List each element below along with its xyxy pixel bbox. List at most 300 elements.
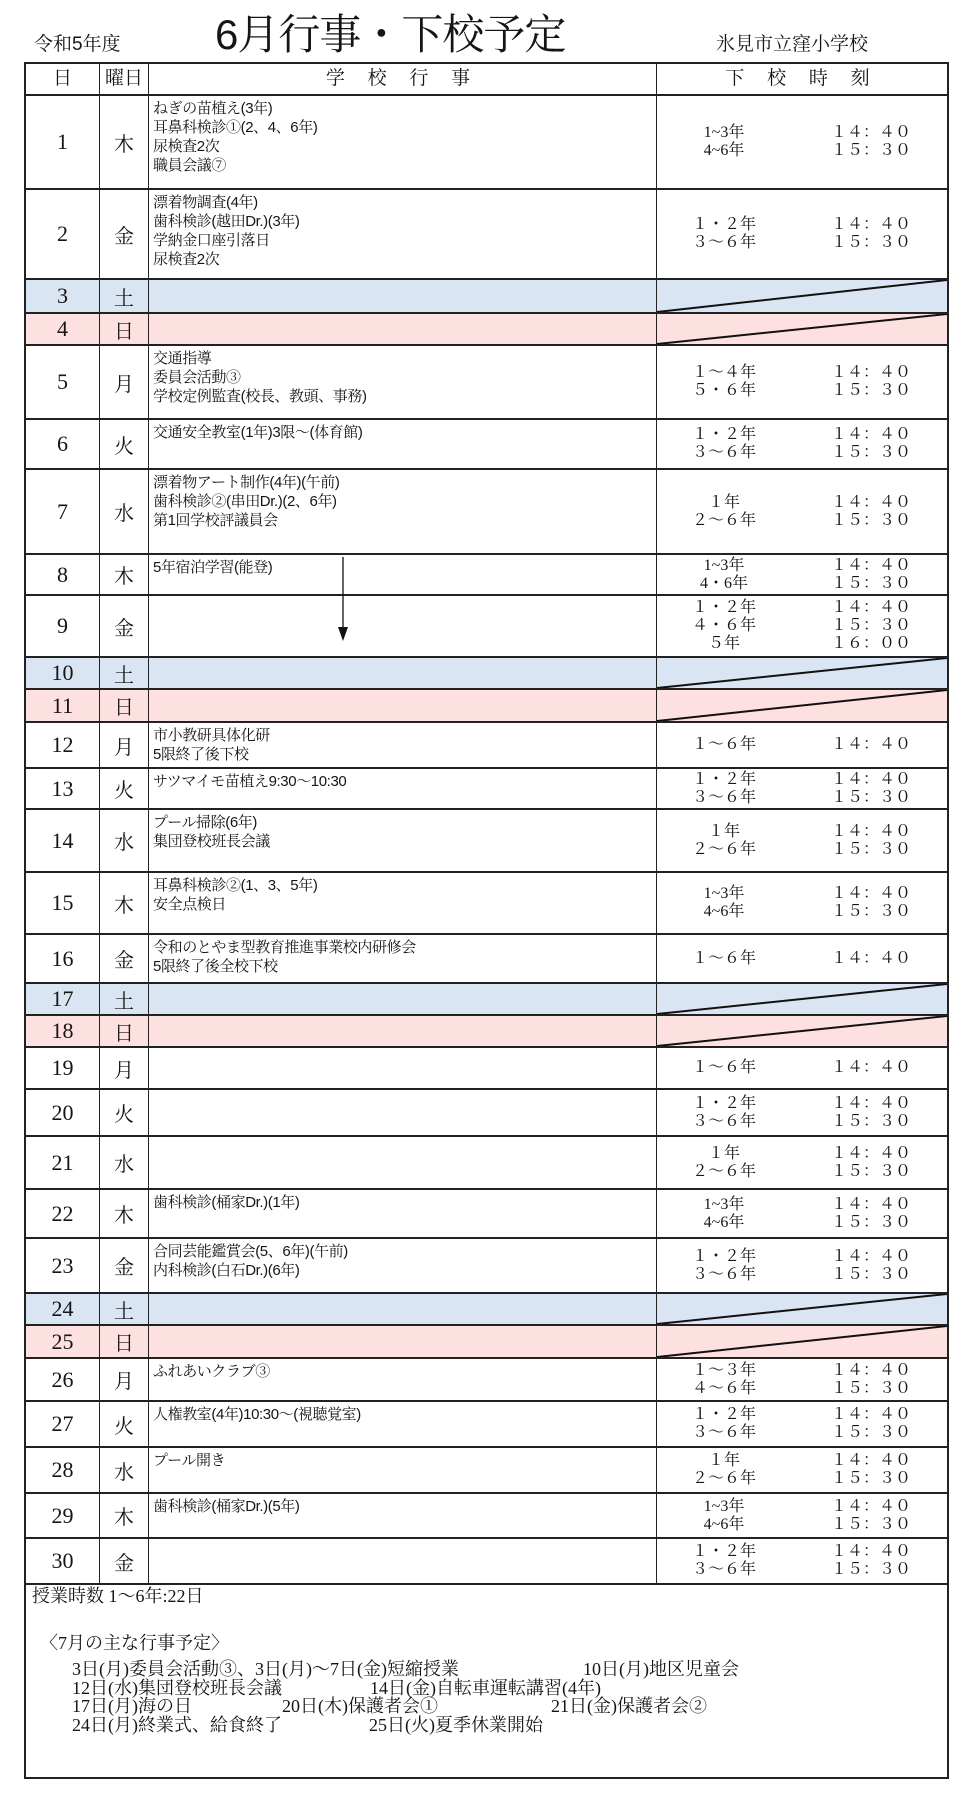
dismissal-line [657, 1516, 947, 1534]
dismissal-line [657, 635, 947, 653]
schedule-row [26, 933, 947, 982]
grade-label: ３～６年 [691, 1424, 756, 1441]
dismissal-time: １４：４０ [831, 124, 912, 141]
dismissal-line [657, 1424, 947, 1442]
event-item: 尿検査2次 [153, 251, 220, 268]
grade-label: １・２年 [691, 770, 756, 788]
dismissal-time: １５：３０ [831, 382, 912, 399]
date-cell: 10 [51, 660, 74, 685]
grade-label: 4~6年 [703, 142, 745, 159]
date-cell: 28 [51, 1457, 74, 1482]
events-cell [148, 1448, 656, 1492]
date-cell: 1 [57, 129, 68, 154]
dismissal-time: １５：３０ [831, 788, 912, 806]
weekday-cell: 金 [99, 190, 148, 278]
event-item: 5限終了後全校下校 [153, 958, 278, 975]
event-item: プール開き [153, 1452, 226, 1469]
dismissal-time: １５：３０ [831, 1424, 912, 1441]
next-month-event: 25日(火)夏季休業開始 [369, 1715, 543, 1735]
diagonal-line [657, 1294, 947, 1324]
dismissal-time: １４：４０ [831, 556, 912, 574]
grade-label: １年 [707, 1144, 740, 1162]
event-item: 集団登校班長会議 [153, 833, 270, 850]
dismissal-line [657, 1214, 947, 1232]
dismissal-time: １４：４０ [831, 493, 912, 511]
weekday-cell: 金 [99, 596, 148, 656]
dismissal-line [657, 903, 947, 921]
dismissal-line [657, 1452, 947, 1470]
schedule-row [26, 1357, 947, 1400]
event-item: ねぎの苗植え(3年) [153, 100, 273, 117]
event-item: 5限終了後下校 [153, 746, 249, 763]
weekday-cell: 木 [99, 1190, 148, 1237]
schedule-row [26, 1292, 947, 1324]
grade-label: ３～６年 [691, 1112, 756, 1130]
dismissal-time: １４：４０ [831, 736, 912, 753]
event-item: 合同芸能鑑賞会(5、6年)(午前) [153, 1243, 348, 1260]
dismissal-cell [656, 1494, 947, 1537]
next-month-event: 3日(月)委員会活動③、3日(月)～7日(金)短縮授業 [72, 1659, 459, 1679]
column-header-dismissal-time: 下 校 時 刻 [656, 64, 947, 94]
weekday-cell: 火 [99, 769, 148, 808]
grade-label: ３～６年 [691, 234, 756, 251]
events-cell [148, 190, 656, 278]
dismissal-line [657, 1266, 947, 1284]
events-cell [148, 1359, 656, 1400]
date-cell: 30 [51, 1548, 74, 1573]
dismissal-line [657, 1561, 947, 1579]
dismissal-cell [656, 1359, 947, 1400]
date-cell: 20 [51, 1099, 74, 1125]
event-item: 漂着物調査(4年) [153, 194, 258, 211]
events-cell [148, 1048, 656, 1088]
dismissal-line [657, 124, 947, 142]
no-dismissal-slash-icon [657, 658, 947, 688]
date-cell: 24 [51, 1296, 74, 1321]
no-dismissal-slash-icon [657, 1294, 947, 1324]
dismissal-time: １５：３０ [831, 617, 912, 634]
events-cell [148, 1494, 656, 1537]
event-item: ふれあいクラブ③ [153, 1363, 270, 1380]
weekday-cell: 日 [99, 690, 148, 721]
events-cell [148, 1090, 656, 1135]
grade-label: ３～６年 [691, 1561, 756, 1578]
events-cell [148, 935, 656, 982]
schedule-row [26, 1324, 947, 1357]
grade-label: １・２年 [691, 599, 756, 616]
schedule-row [26, 1492, 947, 1537]
grade-label: ５年 [707, 635, 740, 652]
date-cell: 15 [51, 890, 74, 915]
next-month-event: 12日(水)集団登校班長会議 [72, 1678, 282, 1698]
diagonal-line [657, 280, 947, 312]
grade-label: ２～６年 [691, 1470, 756, 1487]
dismissal-line [657, 364, 947, 382]
dismissal-time: １４：４０ [831, 426, 912, 443]
next-month-event-line [26, 1660, 947, 1679]
weekday-cell: 水 [99, 470, 148, 553]
weekday-cell: 水 [99, 810, 148, 871]
date-cell: 7 [57, 498, 68, 524]
dismissal-line [657, 1362, 947, 1380]
dismissal-line [657, 575, 947, 593]
weekday-cell: 火 [99, 420, 148, 468]
events-cell [148, 1294, 656, 1324]
diagonal-line [657, 1326, 947, 1357]
events-cell [148, 723, 656, 767]
weekday-cell: 金 [99, 1539, 148, 1583]
event-item: 人権教室(4年)10:30～(視聴覚室) [153, 1406, 361, 1423]
schedule-row [26, 344, 947, 418]
dismissal-cell [656, 1190, 947, 1237]
event-item: 委員会活動③ [153, 369, 241, 386]
dismissal-cell [656, 873, 947, 933]
dismissal-line [657, 1163, 947, 1181]
dismissal-line [657, 736, 947, 754]
grade-label: ２～６年 [691, 511, 756, 529]
grade-label: 1~3年 [703, 1497, 745, 1515]
dismissal-cell [656, 1239, 947, 1292]
weekday-cell: 土 [99, 658, 148, 688]
grade-label: １～３年 [691, 1361, 756, 1379]
dismissal-time: １５：３０ [831, 1379, 912, 1397]
dismissal-time: １４：４０ [831, 1247, 912, 1265]
dismissal-time: １５：３０ [831, 511, 912, 529]
events-cell [148, 96, 656, 188]
dismissal-time: １５：３０ [831, 444, 912, 461]
dismissal-cell [656, 1294, 947, 1324]
grade-label: １・２年 [691, 1543, 756, 1560]
weekday-cell: 水 [99, 1137, 148, 1188]
table-header-row [26, 64, 947, 94]
date-cell: 5 [57, 369, 68, 394]
dismissal-cell [656, 346, 947, 418]
schedule-row [26, 312, 947, 344]
dismissal-time: １５：３０ [831, 840, 912, 858]
dismissal-time: １４：４０ [831, 1195, 912, 1213]
dismissal-time: １５：３０ [831, 234, 912, 251]
schedule-row [26, 188, 947, 278]
events-cell [148, 1539, 656, 1583]
weekday-cell: 火 [99, 1090, 148, 1135]
grade-label: ３～６年 [691, 788, 756, 806]
schedule-row [26, 1537, 947, 1583]
dismissal-cell [656, 280, 947, 312]
events-cell [148, 1016, 656, 1046]
event-item: プール掃除(6年) [153, 814, 257, 831]
date-cell: 9 [57, 613, 68, 638]
dismissal-time: １５：３０ [831, 1515, 912, 1533]
date-cell: 6 [57, 431, 68, 456]
grade-label: １～４年 [691, 364, 756, 381]
no-dismissal-slash-icon [657, 280, 947, 312]
date-cell: 12 [51, 732, 74, 757]
dismissal-time: １４：４０ [831, 1497, 912, 1515]
event-item: 歯科検診②(串田Dr.)(2、6年) [153, 493, 337, 510]
grade-label: ２～６年 [691, 840, 756, 858]
next-month-event: 17日(月)海の日 [72, 1696, 192, 1716]
date-cell: 21 [51, 1149, 74, 1175]
event-item: 職員会議⑦ [153, 157, 227, 174]
schedule-row [26, 468, 947, 553]
events-cell [148, 1239, 656, 1292]
weekday-cell: 火 [99, 1402, 148, 1446]
schedule-row [26, 1014, 947, 1046]
events-cell [148, 810, 656, 871]
schedule-table [24, 62, 949, 1779]
date-cell: 4 [57, 316, 68, 341]
events-cell [148, 346, 656, 418]
event-item: 学納金口座引落日 [153, 232, 270, 249]
events-cell [148, 873, 656, 933]
weekday-cell: 日 [99, 1326, 148, 1357]
weekday-cell: 金 [99, 1239, 148, 1292]
events-cell [148, 314, 656, 344]
dismissal-line [657, 216, 947, 234]
event-item: 安全点検日 [153, 896, 227, 913]
date-cell: 25 [51, 1328, 74, 1354]
column-header-date: 日 [52, 68, 72, 89]
dismissal-line [657, 885, 947, 903]
events-cell [148, 1190, 656, 1237]
dismissal-time: １６：００ [831, 635, 912, 652]
dismissal-line [657, 1470, 947, 1488]
grade-label: 1~3年 [703, 1195, 745, 1213]
dismissal-line [657, 234, 947, 252]
weekday-cell: 日 [99, 1016, 148, 1046]
schedule-row [26, 594, 947, 656]
event-item: 交通安全教室(1年)3限～(体育館) [153, 424, 363, 441]
grade-label: １・２年 [691, 216, 756, 233]
dismissal-line [657, 1113, 947, 1131]
dismissal-cell [656, 314, 947, 344]
schedule-row [26, 1046, 947, 1088]
dismissal-cell [656, 1402, 947, 1446]
event-item: 耳鼻科検診②(1、3、5年) [153, 877, 318, 894]
dismissal-time: １４：４０ [831, 1144, 912, 1162]
schedule-row [26, 1446, 947, 1492]
grade-label: １・２年 [691, 426, 756, 443]
weekday-cell: 月 [99, 346, 148, 418]
grade-label: １・２年 [691, 1094, 756, 1112]
dismissal-line [657, 599, 947, 617]
schedule-row [26, 278, 947, 312]
dismissal-line [657, 1145, 947, 1163]
diagonal-line [657, 314, 947, 344]
events-cell [148, 555, 656, 594]
dismissal-time: １４：４０ [831, 949, 912, 967]
dismissal-time: １４：４０ [831, 364, 912, 381]
weekday-cell: 月 [99, 1048, 148, 1088]
date-cell: 3 [57, 283, 68, 308]
events-cell [148, 658, 656, 688]
no-dismissal-slash-icon [657, 984, 947, 1014]
weekday-cell: 木 [99, 555, 148, 594]
event-item: 歯科検診(桶家Dr.)(1年) [153, 1194, 300, 1211]
date-cell: 27 [51, 1411, 74, 1436]
dismissal-line [657, 841, 947, 859]
dismissal-time: １４：４０ [831, 822, 912, 840]
dismissal-time: １５：３０ [831, 1561, 912, 1578]
dismissal-line [657, 557, 947, 575]
dismissal-cell [656, 810, 947, 871]
diagonal-line [657, 984, 947, 1014]
dismissal-cell [656, 420, 947, 468]
weekday-cell: 木 [99, 96, 148, 188]
date-cell: 26 [51, 1366, 74, 1392]
schedule-row [26, 1400, 947, 1446]
dismissal-cell [656, 1090, 947, 1135]
event-item: 5年宿泊学習(能登) [153, 559, 273, 576]
next-month-event-line [26, 1697, 947, 1716]
dismissal-cell [656, 935, 947, 982]
dismissal-cell [656, 96, 947, 188]
fiscal-year-label: 令和5年度 [34, 34, 121, 55]
date-cell: 14 [51, 827, 74, 853]
school-name: 氷見市立窪小学校 [716, 34, 869, 55]
event-item: 尿検査2次 [153, 138, 220, 155]
event-item: 交通指導 [153, 350, 212, 367]
dismissal-cell [656, 1326, 947, 1357]
date-cell: 11 [51, 692, 74, 718]
dismissal-line [657, 1543, 947, 1561]
event-item: 内科検診(白石Dr.)(6年) [153, 1262, 300, 1279]
dismissal-cell [656, 1137, 947, 1188]
dismissal-time: １４：４０ [831, 1543, 912, 1560]
no-dismissal-slash-icon [657, 690, 947, 721]
footer-row [26, 1583, 947, 1777]
event-item: 市小教研具体化研 [153, 727, 270, 744]
schedule-row [26, 767, 947, 808]
event-item: 第1回学校評議員会 [153, 512, 278, 529]
dismissal-time: １５：３０ [831, 1470, 912, 1487]
no-dismissal-slash-icon [657, 314, 947, 344]
grade-label: １年 [707, 493, 740, 511]
dismissal-time: １４：４０ [831, 1406, 912, 1423]
dismissal-cell [656, 690, 947, 721]
no-dismissal-slash-icon [657, 1016, 947, 1046]
date-cell: 2 [57, 221, 68, 246]
arrow-down-icon [336, 557, 350, 641]
grade-label: １・２年 [691, 1406, 756, 1423]
dismissal-line [657, 789, 947, 807]
weekday-cell: 土 [99, 984, 148, 1014]
dismissal-cell [656, 470, 947, 553]
dismissal-time: １４：４０ [831, 1094, 912, 1112]
events-cell [148, 769, 656, 808]
grade-label: ３～６年 [691, 1265, 756, 1283]
next-month-event: 24日(月)終業式、給食終了 [72, 1715, 282, 1735]
dismissal-line [657, 1406, 947, 1424]
schedule-row [26, 94, 947, 188]
dismissal-time: １４：４０ [831, 216, 912, 233]
dismissal-line [657, 1095, 947, 1113]
grade-label: ４～６年 [691, 1379, 756, 1397]
event-item: 歯科検診(桶家Dr.)(5年) [153, 1498, 300, 1515]
next-month-event: 21日(金)保護者会② [551, 1696, 707, 1716]
arrow-head [338, 627, 348, 641]
dismissal-time: １５：３０ [831, 1265, 912, 1283]
dismissal-time: １５：３０ [831, 903, 912, 920]
grade-label: １～６年 [691, 736, 756, 753]
no-dismissal-slash-icon [657, 1326, 947, 1357]
schedule-row [26, 1188, 947, 1237]
grade-label: ２～６年 [691, 1162, 756, 1180]
diagonal-line [657, 1016, 947, 1046]
dismissal-line [657, 142, 947, 160]
next-month-event-line [26, 1716, 947, 1735]
dismissal-line [657, 617, 947, 635]
dismissal-line [657, 426, 947, 444]
schedule-row [26, 982, 947, 1014]
grade-label: ５・６年 [691, 382, 756, 399]
dismissal-line [657, 382, 947, 400]
date-cell: 18 [51, 1018, 74, 1043]
events-cell [148, 420, 656, 468]
dismissal-cell [656, 1448, 947, 1492]
date-cell: 22 [51, 1200, 74, 1226]
schedule-row [26, 553, 947, 594]
monthly-notes [26, 1585, 947, 1777]
events-cell [148, 1137, 656, 1188]
dismissal-cell [656, 1016, 947, 1046]
dismissal-line [657, 512, 947, 530]
grade-label: 1~3年 [703, 885, 745, 902]
grade-label: 1~3年 [703, 124, 745, 141]
diagonal-line [657, 658, 947, 688]
events-cell [148, 596, 656, 656]
grade-label: 1~3年 [703, 556, 745, 574]
schedule-row [26, 721, 947, 767]
dismissal-cell [656, 1539, 947, 1583]
event-item: 令和のとやま型教育推進事業校内研修会 [153, 939, 416, 956]
dismissal-time: １５：３０ [831, 1213, 912, 1231]
dismissal-line [657, 444, 947, 462]
event-item: 耳鼻科検診①(2、4、6年) [153, 119, 318, 136]
next-month-heading: 〈7月の主な行事予定〉 [40, 1633, 229, 1653]
events-cell [148, 1326, 656, 1357]
dismissal-line [657, 771, 947, 789]
grade-label: 4~6年 [703, 903, 745, 920]
dismissal-cell [656, 190, 947, 278]
dismissal-line [657, 1059, 947, 1077]
date-cell: 13 [51, 775, 74, 801]
dismissal-time: １４：４０ [831, 1452, 912, 1469]
dismissal-cell [656, 769, 947, 808]
dismissal-line [657, 950, 947, 968]
date-cell: 8 [57, 561, 68, 587]
page-title: 6月行事・下校予定 [215, 11, 566, 58]
grade-label: 4~6年 [703, 1213, 745, 1231]
dismissal-cell [656, 723, 947, 767]
next-month-event: 10日(月)地区児童会 [583, 1659, 739, 1679]
events-cell [148, 984, 656, 1014]
grade-label: １～６年 [691, 949, 756, 967]
dismissal-time: １５：３０ [831, 142, 912, 159]
class-days-summary: 授業時数 1～6年:22日 [32, 1586, 204, 1606]
dismissal-cell [656, 596, 947, 656]
date-cell: 29 [51, 1502, 74, 1528]
dismissal-line [657, 494, 947, 512]
grade-label: ４・６年 [691, 617, 756, 634]
dismissal-line [657, 1248, 947, 1266]
grade-label: １・２年 [691, 1247, 756, 1265]
weekday-cell: 土 [99, 1294, 148, 1324]
date-cell: 23 [51, 1252, 74, 1278]
grade-label: １～６年 [691, 1059, 756, 1076]
event-item: 歯科検診(越田Dr.)(3年) [153, 213, 300, 230]
dismissal-time: １５：３０ [831, 1162, 912, 1180]
